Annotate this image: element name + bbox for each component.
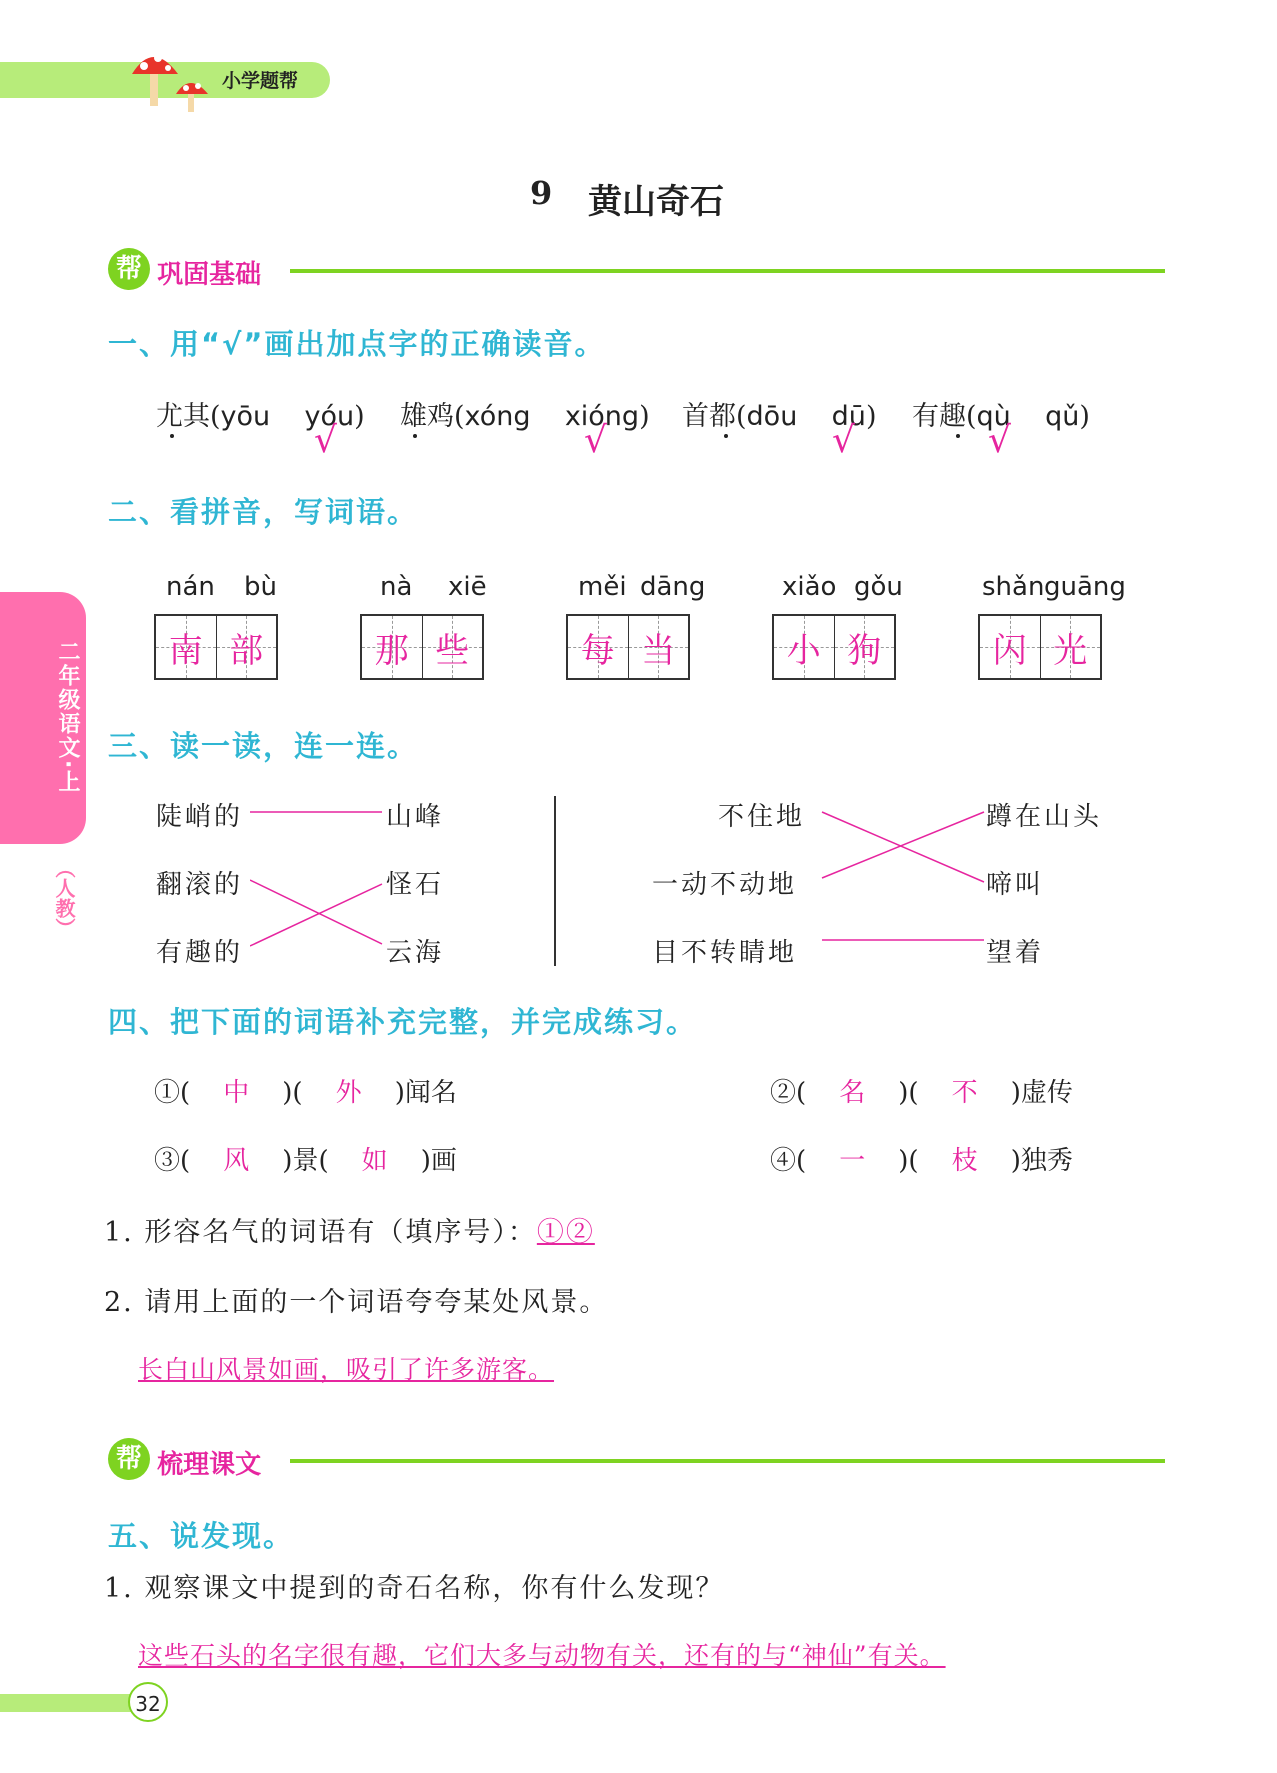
pinyin: měi (578, 572, 627, 602)
q2-heading: 二、看拼音，写词语。 (108, 495, 419, 529)
side-tab-edition: （人教） (52, 858, 76, 938)
side-tab-grade: 二年级语文·上 (55, 640, 80, 795)
q1-opt: yóu (304, 401, 355, 432)
pinyin: gǒu (854, 572, 903, 602)
tianzige-cell (774, 616, 834, 678)
answer-char: 部 (229, 630, 264, 671)
mushroom-logo-icon (128, 44, 218, 114)
q1-item-2: 雄鸡(xóng xióng) (400, 401, 650, 432)
answer-char: 闪 (992, 630, 1027, 671)
idiom-1: ①( 中 )( 外 )闻名 (154, 1078, 457, 1108)
banner-line (290, 1459, 1165, 1463)
page-number: 32 (128, 1682, 168, 1722)
match-lines-right (820, 800, 990, 950)
tianzige-box (154, 614, 278, 680)
section-banner-2 (108, 1438, 261, 1484)
idiom-number: ④ (770, 1146, 797, 1176)
q4-sub1-text: 1. 形容名气的词语有（填序号）： (104, 1217, 537, 1248)
match-left: 目不转睛地 (652, 938, 798, 968)
tianzige-cell (362, 616, 422, 678)
banner-line (290, 269, 1165, 273)
pinyin: xiē (448, 572, 487, 602)
idiom-mid: 景 (292, 1146, 319, 1176)
idiom-3: ③( 风 )景( 如 )画 (154, 1146, 457, 1176)
answer-char: 光 (1053, 630, 1088, 671)
match-right: 啼叫 (986, 870, 1045, 900)
check-mark: √ (314, 420, 337, 461)
idiom-tail: 独秀 (1020, 1146, 1073, 1176)
q1-item-3: 首都(dōu dū) (682, 401, 877, 432)
tianzige-cell (568, 616, 628, 678)
q1-word: 尤其 (156, 401, 210, 432)
divider-line (554, 796, 556, 966)
pinyin: guāng (1044, 572, 1126, 602)
q1-opt: yōu (220, 401, 271, 432)
emphasis-dot (170, 434, 174, 438)
idiom-answer: 外 (335, 1078, 362, 1108)
idiom-tail: 闻名 (404, 1078, 457, 1108)
q1-opt: qǔ (1045, 401, 1080, 432)
q1-word: 有趣 (912, 401, 966, 432)
pinyin: shǎn (982, 572, 1045, 602)
tianzige-cell (1040, 616, 1101, 678)
idiom-answer: 一 (839, 1146, 866, 1176)
match-right: 云海 (386, 938, 445, 968)
idiom-answer: 不 (951, 1078, 978, 1108)
idiom-number: ③ (154, 1146, 181, 1176)
tianzige-box (566, 614, 690, 680)
q5-sub1-answer: 这些石头的名字很有趣，它们大多与动物有关，还有的与“神仙”有关。 (138, 1641, 946, 1670)
q1-opt: xióng (564, 401, 640, 432)
match-left: 有趣的 (156, 938, 244, 968)
match-left: 陡峭的 (156, 802, 244, 832)
tianzige-cell (216, 616, 277, 678)
idiom-4: ④( 一 )( 枝 )独秀 (770, 1146, 1073, 1176)
q1-item-4: 有趣(qù qǔ) (912, 401, 1090, 432)
emphasis-dot (724, 434, 728, 438)
banner-label: 巩固基础 (157, 260, 262, 290)
idiom-number: ① (154, 1078, 181, 1108)
pinyin: nà (380, 572, 413, 602)
tianzige-box (772, 614, 896, 680)
tianzige-box (978, 614, 1102, 680)
q1-heading: 一、用“√”画出加点字的正确读音。 (108, 327, 606, 361)
emphasis-dot (413, 434, 417, 438)
tianzige-cell (980, 616, 1040, 678)
q1-word: 雄鸡 (400, 401, 454, 432)
q5-sub1: 1. 观察课文中提到的奇石名称，你有什么发现？ (104, 1573, 725, 1604)
idiom-answer: 名 (839, 1078, 866, 1108)
q4-sub2: 2. 请用上面的一个词语夸夸某处风景。 (104, 1287, 609, 1318)
banner-label: 梳理课文 (157, 1450, 262, 1480)
answer-char: 当 (641, 630, 676, 671)
pinyin: dāng (640, 572, 706, 602)
idiom-answer: 中 (223, 1078, 250, 1108)
section-banner-1 (108, 248, 261, 294)
answer-char: 每 (580, 630, 615, 671)
idiom-answer: 风 (223, 1146, 250, 1176)
brand-label: 小学题帮 (222, 70, 299, 92)
match-right: 蹲在山头 (986, 802, 1103, 832)
tianzige-cell (628, 616, 689, 678)
q1-opt: xóng (464, 401, 531, 432)
q4-sub1 (104, 1210, 595, 1249)
emphasis-dot (956, 434, 960, 438)
bang-badge: 帮 (108, 1438, 150, 1480)
match-left: 不住地 (718, 802, 806, 832)
answer-char: 狗 (847, 630, 882, 671)
tianzige-cell (422, 616, 483, 678)
check-mark: √ (988, 420, 1011, 461)
check-mark: √ (584, 420, 607, 461)
match-right: 望着 (986, 938, 1045, 968)
match-right: 山峰 (386, 802, 445, 832)
q4-sub1-answer: ①② (536, 1217, 595, 1248)
idiom-tail: 画 (430, 1146, 457, 1176)
match-left: 翻滚的 (156, 870, 244, 900)
pinyin: xiǎo (782, 572, 837, 602)
q3-heading: 三、读一读，连一连。 (108, 729, 419, 763)
match-right: 怪石 (386, 870, 445, 900)
pinyin: bù (244, 572, 277, 602)
idiom-answer: 如 (361, 1146, 388, 1176)
q1-opt: qù (976, 401, 1011, 432)
q4-sub2-answer: 长白山风景如画，吸引了许多游客。 (138, 1355, 555, 1384)
bang-badge: 帮 (108, 248, 150, 290)
tianzige-box (360, 614, 484, 680)
idiom-answer: 枝 (951, 1146, 978, 1176)
answer-char: 南 (168, 630, 203, 671)
answer-char: 那 (374, 630, 409, 671)
q5-heading: 五、说发现。 (108, 1519, 295, 1553)
idiom-tail: 虚传 (1020, 1078, 1073, 1108)
idiom-number: ② (770, 1078, 797, 1108)
match-lines-left (250, 800, 390, 950)
tianzige-cell (834, 616, 895, 678)
check-mark: √ (832, 420, 855, 461)
answer-char: 小 (786, 630, 821, 671)
match-left: 一动不动地 (652, 870, 798, 900)
q1-opt: dū (831, 401, 866, 432)
idiom-2: ②( 名 )( 不 )虚传 (770, 1078, 1073, 1108)
page-title: 黄山奇石 (588, 182, 724, 222)
answer-char: 些 (435, 630, 470, 671)
q1-opt: dōu (746, 401, 798, 432)
q4-heading: 四、把下面的词语补充完整，并完成练习。 (108, 1005, 698, 1039)
tianzige-cell (156, 616, 216, 678)
lesson-number: 9 (530, 174, 553, 212)
pinyin: nán (166, 572, 215, 602)
q1-word: 首都 (682, 401, 736, 432)
q1-item-1: 尤其(yōu yóu) (156, 401, 365, 432)
